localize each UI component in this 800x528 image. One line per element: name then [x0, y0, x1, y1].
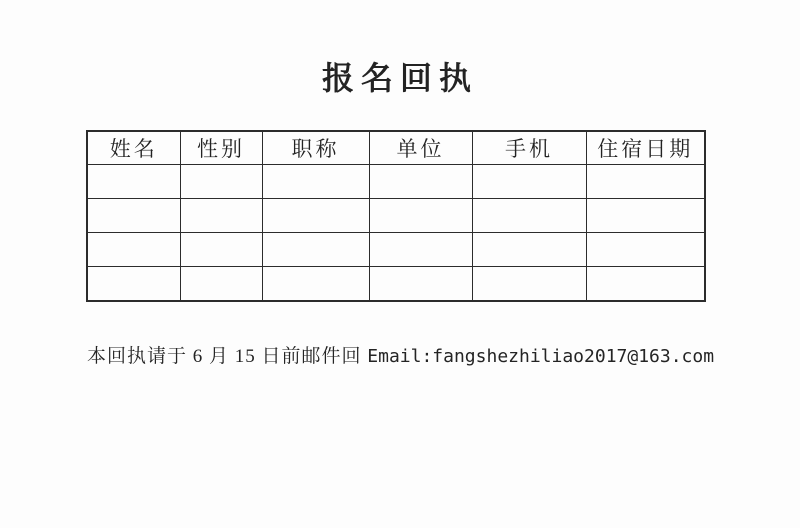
table-cell — [180, 267, 262, 302]
table-cell — [87, 165, 180, 199]
note-email-address: fangshezhiliao2017@163.com — [432, 346, 715, 367]
table-cell — [472, 233, 586, 267]
table-cell — [87, 199, 180, 233]
table-cell — [180, 233, 262, 267]
table-cell — [472, 199, 586, 233]
table-cell — [180, 199, 262, 233]
note-text: 本回执请于 6 月 15 日前邮件回 — [87, 346, 368, 367]
table-row — [87, 199, 705, 233]
column-header: 住宿日期 — [586, 131, 705, 165]
column-header: 手机 — [472, 131, 586, 165]
table-cell — [87, 267, 180, 302]
page-title: 报名回执 — [321, 60, 478, 96]
table-cell — [369, 199, 472, 233]
note-email-label: Email: — [367, 346, 433, 367]
table-cell — [180, 165, 262, 199]
table-cell — [262, 267, 369, 302]
registration-table — [86, 130, 706, 302]
column-header: 性别 — [180, 131, 262, 165]
table-cell — [586, 233, 705, 267]
header-row — [87, 131, 705, 165]
table-cell — [369, 267, 472, 302]
table-cell — [87, 233, 180, 267]
table-row — [87, 165, 705, 199]
note — [87, 344, 767, 370]
table-cell — [586, 199, 705, 233]
table-cell — [262, 165, 369, 199]
table-cell — [262, 233, 369, 267]
table-cell — [586, 165, 705, 199]
column-header: 职称 — [262, 131, 369, 165]
table-row — [87, 267, 705, 302]
table-cell — [586, 267, 705, 302]
table-cell — [262, 199, 369, 233]
table-cell — [472, 165, 586, 199]
table-row — [87, 233, 705, 267]
table-cell — [369, 165, 472, 199]
column-header: 单位 — [369, 131, 472, 165]
column-header: 姓名 — [87, 131, 180, 165]
table-cell — [369, 233, 472, 267]
table-body — [87, 165, 705, 302]
table-cell — [472, 267, 586, 302]
